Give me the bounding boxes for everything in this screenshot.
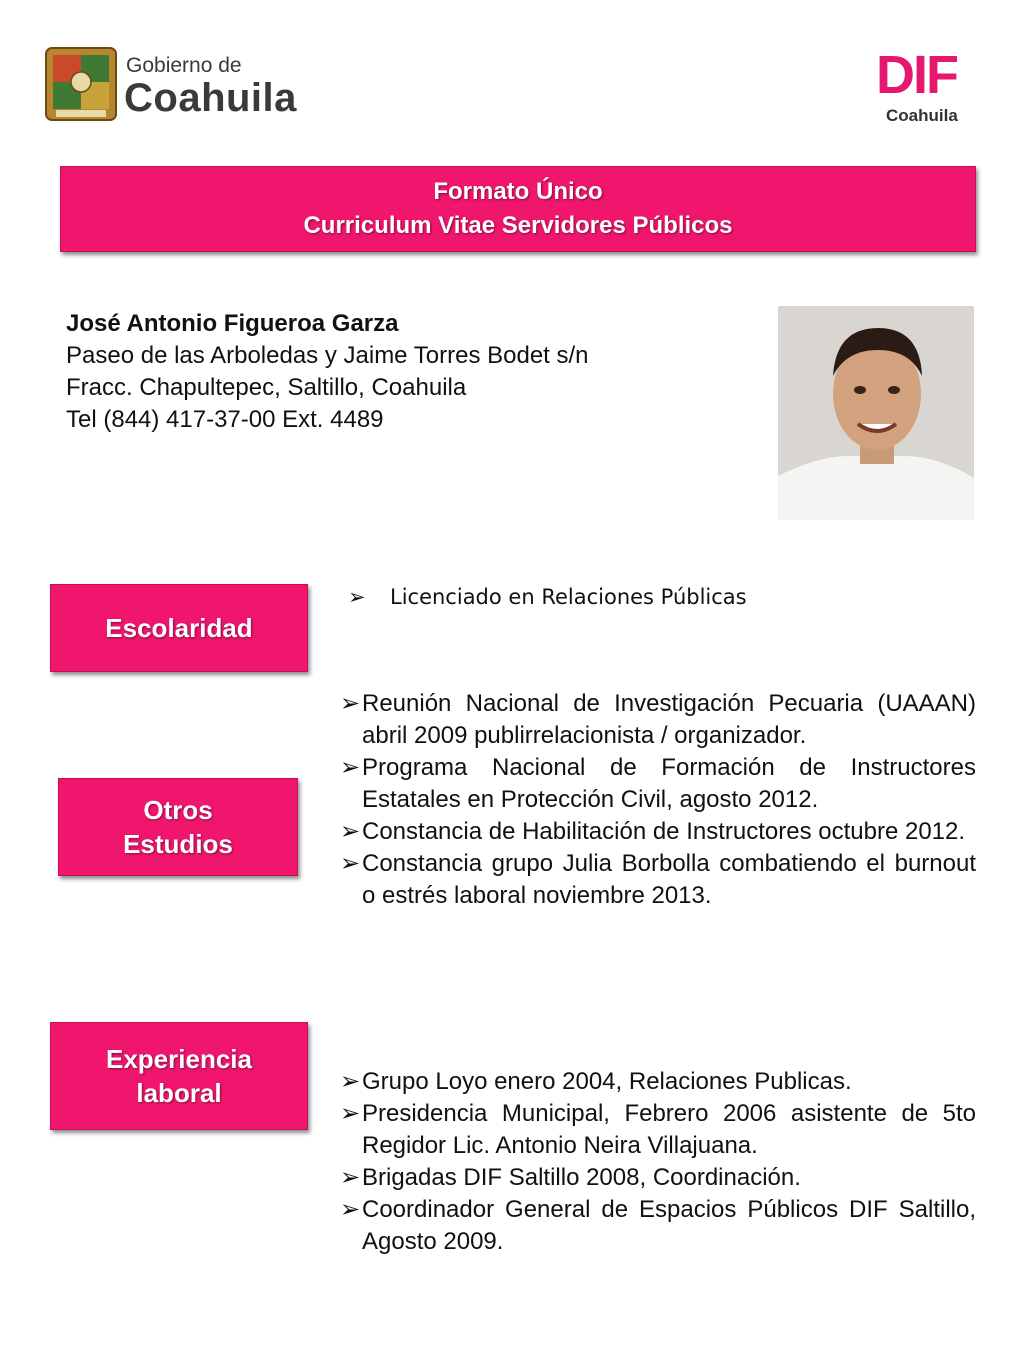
list-item xyxy=(340,1194,976,1258)
person-name: José Antonio Figueroa Garza xyxy=(66,310,399,337)
escolaridad-label-text: Escolaridad xyxy=(105,613,253,643)
list-item xyxy=(340,688,976,752)
address-line-1: Paseo de las Arboledas y Jaime Torres Bodet s/n xyxy=(66,342,589,369)
arrow-bullet-icon: ➢ xyxy=(340,690,361,717)
header-banner xyxy=(60,166,976,252)
arrow-bullet-icon: ➢ xyxy=(340,1164,361,1191)
list-item-text: Programa Nacional de Formación de Instructores Estatales en Protección Civil, agosto 2012. xyxy=(362,754,976,813)
list-item-text: Constancia de Habilitación de Instructores octubre 2012. xyxy=(362,818,966,845)
list-item xyxy=(340,816,976,848)
arrow-bullet-icon: ➢ xyxy=(340,1196,361,1223)
dif-coahuila-logo xyxy=(872,44,982,130)
arrow-bullet-icon: ➢ xyxy=(340,754,361,781)
experiencia-laboral-list xyxy=(340,1066,976,1258)
experiencia-laboral-label xyxy=(50,1022,308,1130)
dif-word: DIF xyxy=(876,45,957,105)
arrow-bullet-icon: ➢ xyxy=(340,1068,361,1095)
list-item xyxy=(340,1066,976,1098)
list-item xyxy=(340,1098,976,1162)
list-item-text: Reunión Nacional de Investigación Pecuaria (UAAAN) abril 2009 publirrelacionista / organizador. xyxy=(362,690,976,749)
otros-estudios-list xyxy=(340,688,976,912)
exp-label-line1: Experiencia xyxy=(106,1044,252,1074)
header-title: Formato Único xyxy=(433,178,603,205)
dif-coahuila-text: Coahuila xyxy=(886,106,958,125)
list-item-text: Licenciado en Relaciones Públicas xyxy=(390,585,747,609)
arrow-bullet-icon: ➢ xyxy=(348,585,366,609)
list-item-text: Presidencia Municipal, Febrero 2006 asistente de 5to Regidor Lic. Antonio Neira Villajuana. xyxy=(362,1100,976,1159)
arrow-bullet-icon: ➢ xyxy=(340,1100,361,1127)
phone-line: Tel (844) 417-37-00 Ext. 4489 xyxy=(66,406,384,433)
coahuila-text: Coahuila xyxy=(124,76,297,120)
gobierno-coahuila-logo xyxy=(44,46,314,126)
address-line-2: Fracc. Chapultepec, Saltillo, Coahuila xyxy=(66,374,467,401)
escolaridad-label xyxy=(50,584,308,672)
list-item xyxy=(340,1162,976,1194)
otros-label-line2: Estudios xyxy=(123,829,233,859)
list-item xyxy=(348,582,768,612)
list-item-text: Grupo Loyo enero 2004, Relaciones Publicas. xyxy=(362,1068,852,1095)
header-subtitle: Curriculum Vitae Servidores Públicos xyxy=(303,212,733,239)
list-item xyxy=(340,752,976,816)
list-item xyxy=(340,848,976,912)
list-item-text: Brigadas DIF Saltillo 2008, Coordinación. xyxy=(362,1164,801,1191)
coat-of-arms-icon xyxy=(44,46,118,122)
otros-label-line1: Otros xyxy=(143,795,213,825)
escolaridad-list xyxy=(348,582,768,612)
gobierno-de-text: Gobierno de xyxy=(126,54,242,77)
arrow-bullet-icon: ➢ xyxy=(340,818,361,845)
list-item-text: Constancia grupo Julia Borbolla combatiendo el burnout o estrés laboral noviembre 2013. xyxy=(362,850,976,909)
portrait-photo xyxy=(778,306,974,520)
exp-label-line2: laboral xyxy=(136,1078,222,1108)
contact-block xyxy=(66,308,746,436)
arrow-bullet-icon: ➢ xyxy=(340,850,361,877)
list-item-text: Coordinador General de Espacios Públicos DIF Saltillo, Agosto 2009. xyxy=(362,1196,976,1255)
otros-estudios-label xyxy=(58,778,298,876)
